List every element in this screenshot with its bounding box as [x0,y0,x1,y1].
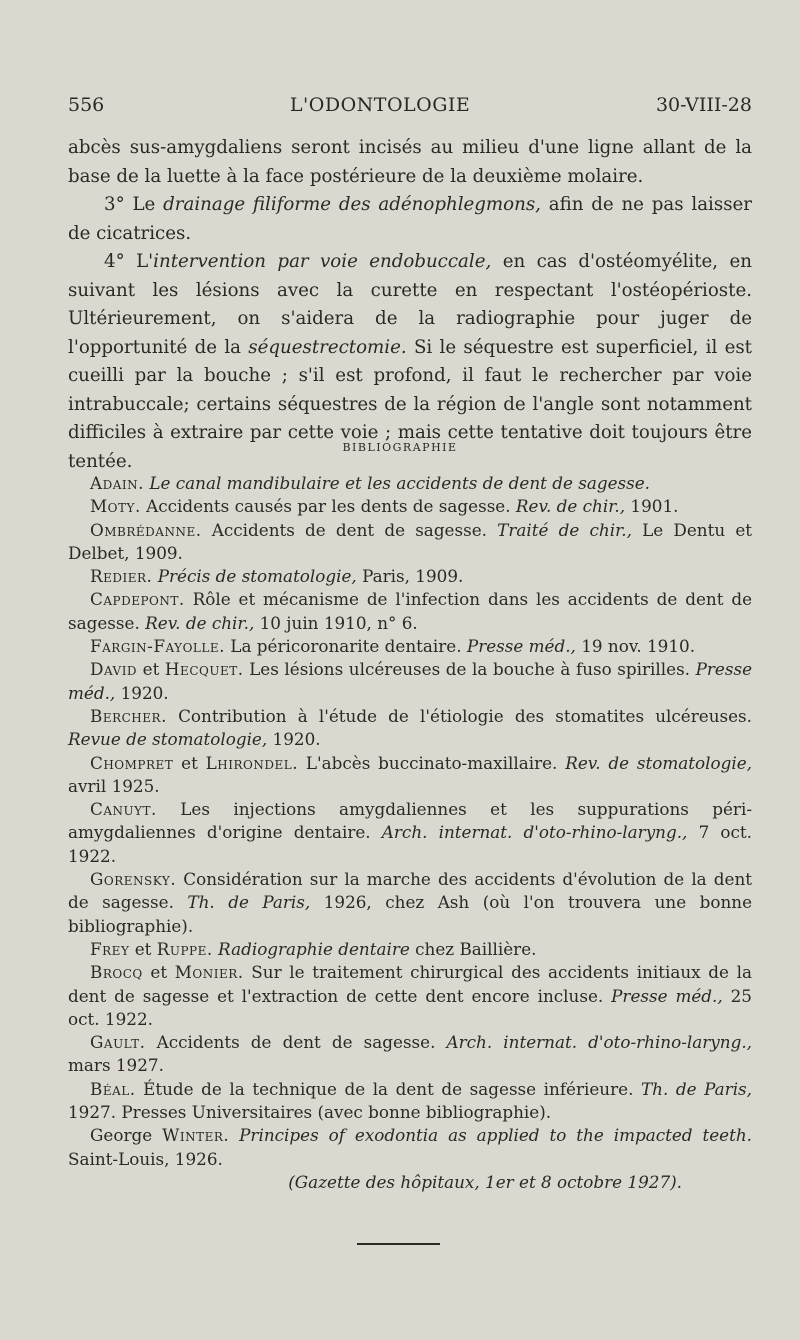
text-span: 25 oct. 1922. [68,985,752,1029]
author: Bercher. [90,705,167,726]
author: Chompret [90,752,174,773]
journal: Th. de Paris, [187,892,311,913]
journal: Rev. de chir., [145,612,255,633]
bibliography-entry [68,1124,752,1171]
text-span: 10 juin 1910, n° 6. [254,612,418,633]
bibliography-entry [68,588,752,635]
author: Lhirondel. [205,752,299,773]
author: Brocq [90,962,143,983]
paragraph [68,191,752,248]
bibliography-entry [68,752,752,799]
text-span: en cas d'ostéomyélite, en suivant les lésions avec la curette en respectant l'ostéopérioste. Ultérieurement, on s'aidera de la radiographie pour juger de l'opportunité de la [68,251,752,358]
end-rule [357,1243,440,1245]
journal: Th. de Paris, [640,1078,753,1099]
author: Moty. [90,496,141,517]
running-header [68,94,752,116]
author: Ruppe. [156,938,213,959]
text-span: et [142,962,175,983]
bibliography-list [68,472,752,1194]
title: Précis de stomatologie, [152,566,357,587]
bibliography-entry [68,495,752,518]
text-span: Paris, 1909. [356,566,464,587]
bibliography-entry [68,961,752,1031]
author: Capdepont. [90,589,185,610]
author: Gault. [90,1032,146,1053]
text-span: L'abcès buccinato-maxillaire. [298,752,566,773]
title: Principes of exodontia as applied to the impacted teeth. [229,1125,752,1146]
text-span: avril 1925. [68,775,160,796]
bibliography-heading: BIBLIOGRAPHIE [342,441,458,454]
author: Gorensky. [90,869,177,890]
author: Ombrédanne. [90,519,202,540]
text-span: Contribution à l'étude de l'étiologie des stomatites ulcéreuses. [166,705,752,726]
journal: Presse méd., [466,636,576,657]
text-span: La péricoronarite dentaire. [224,636,467,657]
author: Béal. [90,1078,136,1099]
bibliography-entry [68,938,752,961]
source-citation: (Gazette des hôpitaux, 1er et 8 octobre 1927). [288,1171,682,1192]
text-span: Les injections amygdaliennes et les suppurations péri-amygdaliennes d'origine dentaire. [68,799,752,843]
author: David [90,659,138,680]
journal: Arch. internat. d'oto-rhino-laryng., [381,822,688,843]
emphasis: séquestrectomie. [248,336,407,358]
text-span: 1901. [625,496,679,517]
issue-date: 30-VIII-28 [655,94,752,116]
title: Radiographie dentaire [212,938,410,959]
text-span: 1927. Presses Universitaires (avec bonne bibliographie). [68,1102,552,1123]
author: Hecquet. [164,659,244,680]
author: Adain. [90,473,144,493]
text-span: Les lésions ulcéreuses de la bouche à fuso spirilles. [243,659,696,680]
page-number: 556 [68,94,105,116]
journal: Presse méd., [611,985,723,1006]
journal: Revue de stomatologie, [68,729,268,750]
author: Monier. [174,962,244,983]
emphasis: drainage filiforme des adénophlegmons, [163,194,541,215]
text-span: 1920. [115,682,169,703]
journal: Traité de chir., [497,519,632,540]
text-span: 1920. [267,729,321,750]
author: Frey [90,938,130,959]
text-span: 7 oct. 1922. [68,822,752,866]
journal: Arch. internat. d'oto-rhino-laryng., [446,1032,752,1053]
bibliography-entry [68,472,752,495]
journal: Presse méd., [68,659,753,703]
text-span: Sur le traitement chirurgical des accidents initiaux de la dent de sagesse et l'extraction de cette dent encore incluse. [68,962,752,1006]
author: Canuyt. [90,799,157,820]
text-span: et [129,938,157,959]
text-span: Le Dentu et Delbet, 1909. [68,519,752,563]
bibliography-entry [68,868,752,938]
bibliography-entry [68,519,752,566]
text-span: 19 nov. 1910. [575,636,696,657]
text-span: et [137,659,165,680]
text-span: mars 1927. [68,1055,164,1076]
text-span: 1926, chez Ash (où l'on trouvera une bonne bibliographie). [68,892,753,936]
text-span: Accidents de dent de sagesse. [201,519,498,540]
bibliography-entry [68,658,752,705]
journal: Rev. de stomatologie, [565,752,752,773]
text-span: Considération sur la marche des accidents d'évolution de la dent de sagesse. [68,869,752,913]
running-title: L'ODONTOLOGIE [289,94,471,116]
paragraph: abcès sus-amygdaliens seront incisés au milieu d'une ligne allant de la base de la luette à la face postérieure de la deuxième molaire. [68,137,752,187]
text-span: 3° Le [104,194,164,215]
text-span: Si le séquestre est superficiel, il est cueilli par la bouche ; s'il est profond, il faut le rechercher par voie intrabuccale; certains séquestres de la région de l'angle sont notamment difficiles à extraire par cette voie ; mais cette tentative doit toujours être tentée. [68,336,752,472]
bibliography-entry [68,798,752,868]
bibliography-entry [68,635,752,658]
text-span: chez Baillière. [409,938,537,959]
author: Redier. [90,566,153,587]
bibliography-entry [68,705,752,752]
text-span: George [90,1125,163,1146]
emphasis: intervention par voie endobuccale, [153,251,492,272]
bibliography-entry [68,565,752,588]
text-span: et [173,752,206,773]
journal: Rev. de chir., [515,496,626,517]
bibliography-entry [68,1078,752,1125]
bibliography-entry [68,1031,752,1078]
author: Winter. [162,1125,230,1146]
body-text [68,134,752,476]
text-span: Étude de la technique de la dent de sagesse inférieure. [135,1078,641,1099]
text-span: Saint-Louis, 1926. [68,1148,223,1169]
title: Le canal mandibulaire et les accidents de dent de sagesse. [149,473,651,493]
author: Fargin-Fayolle. [90,636,225,657]
text-span: 4° L' [104,251,154,272]
text-span: Accidents causés par les dents de sagesse. [140,496,516,517]
text-span: Accidents de dent de sagesse. [145,1032,447,1053]
text-span: afin de ne pas laisser de cicatrices. [68,194,752,244]
text-span: Rôle et mécanisme de l'infection dans les accidents de dent de sagesse. [68,589,752,633]
